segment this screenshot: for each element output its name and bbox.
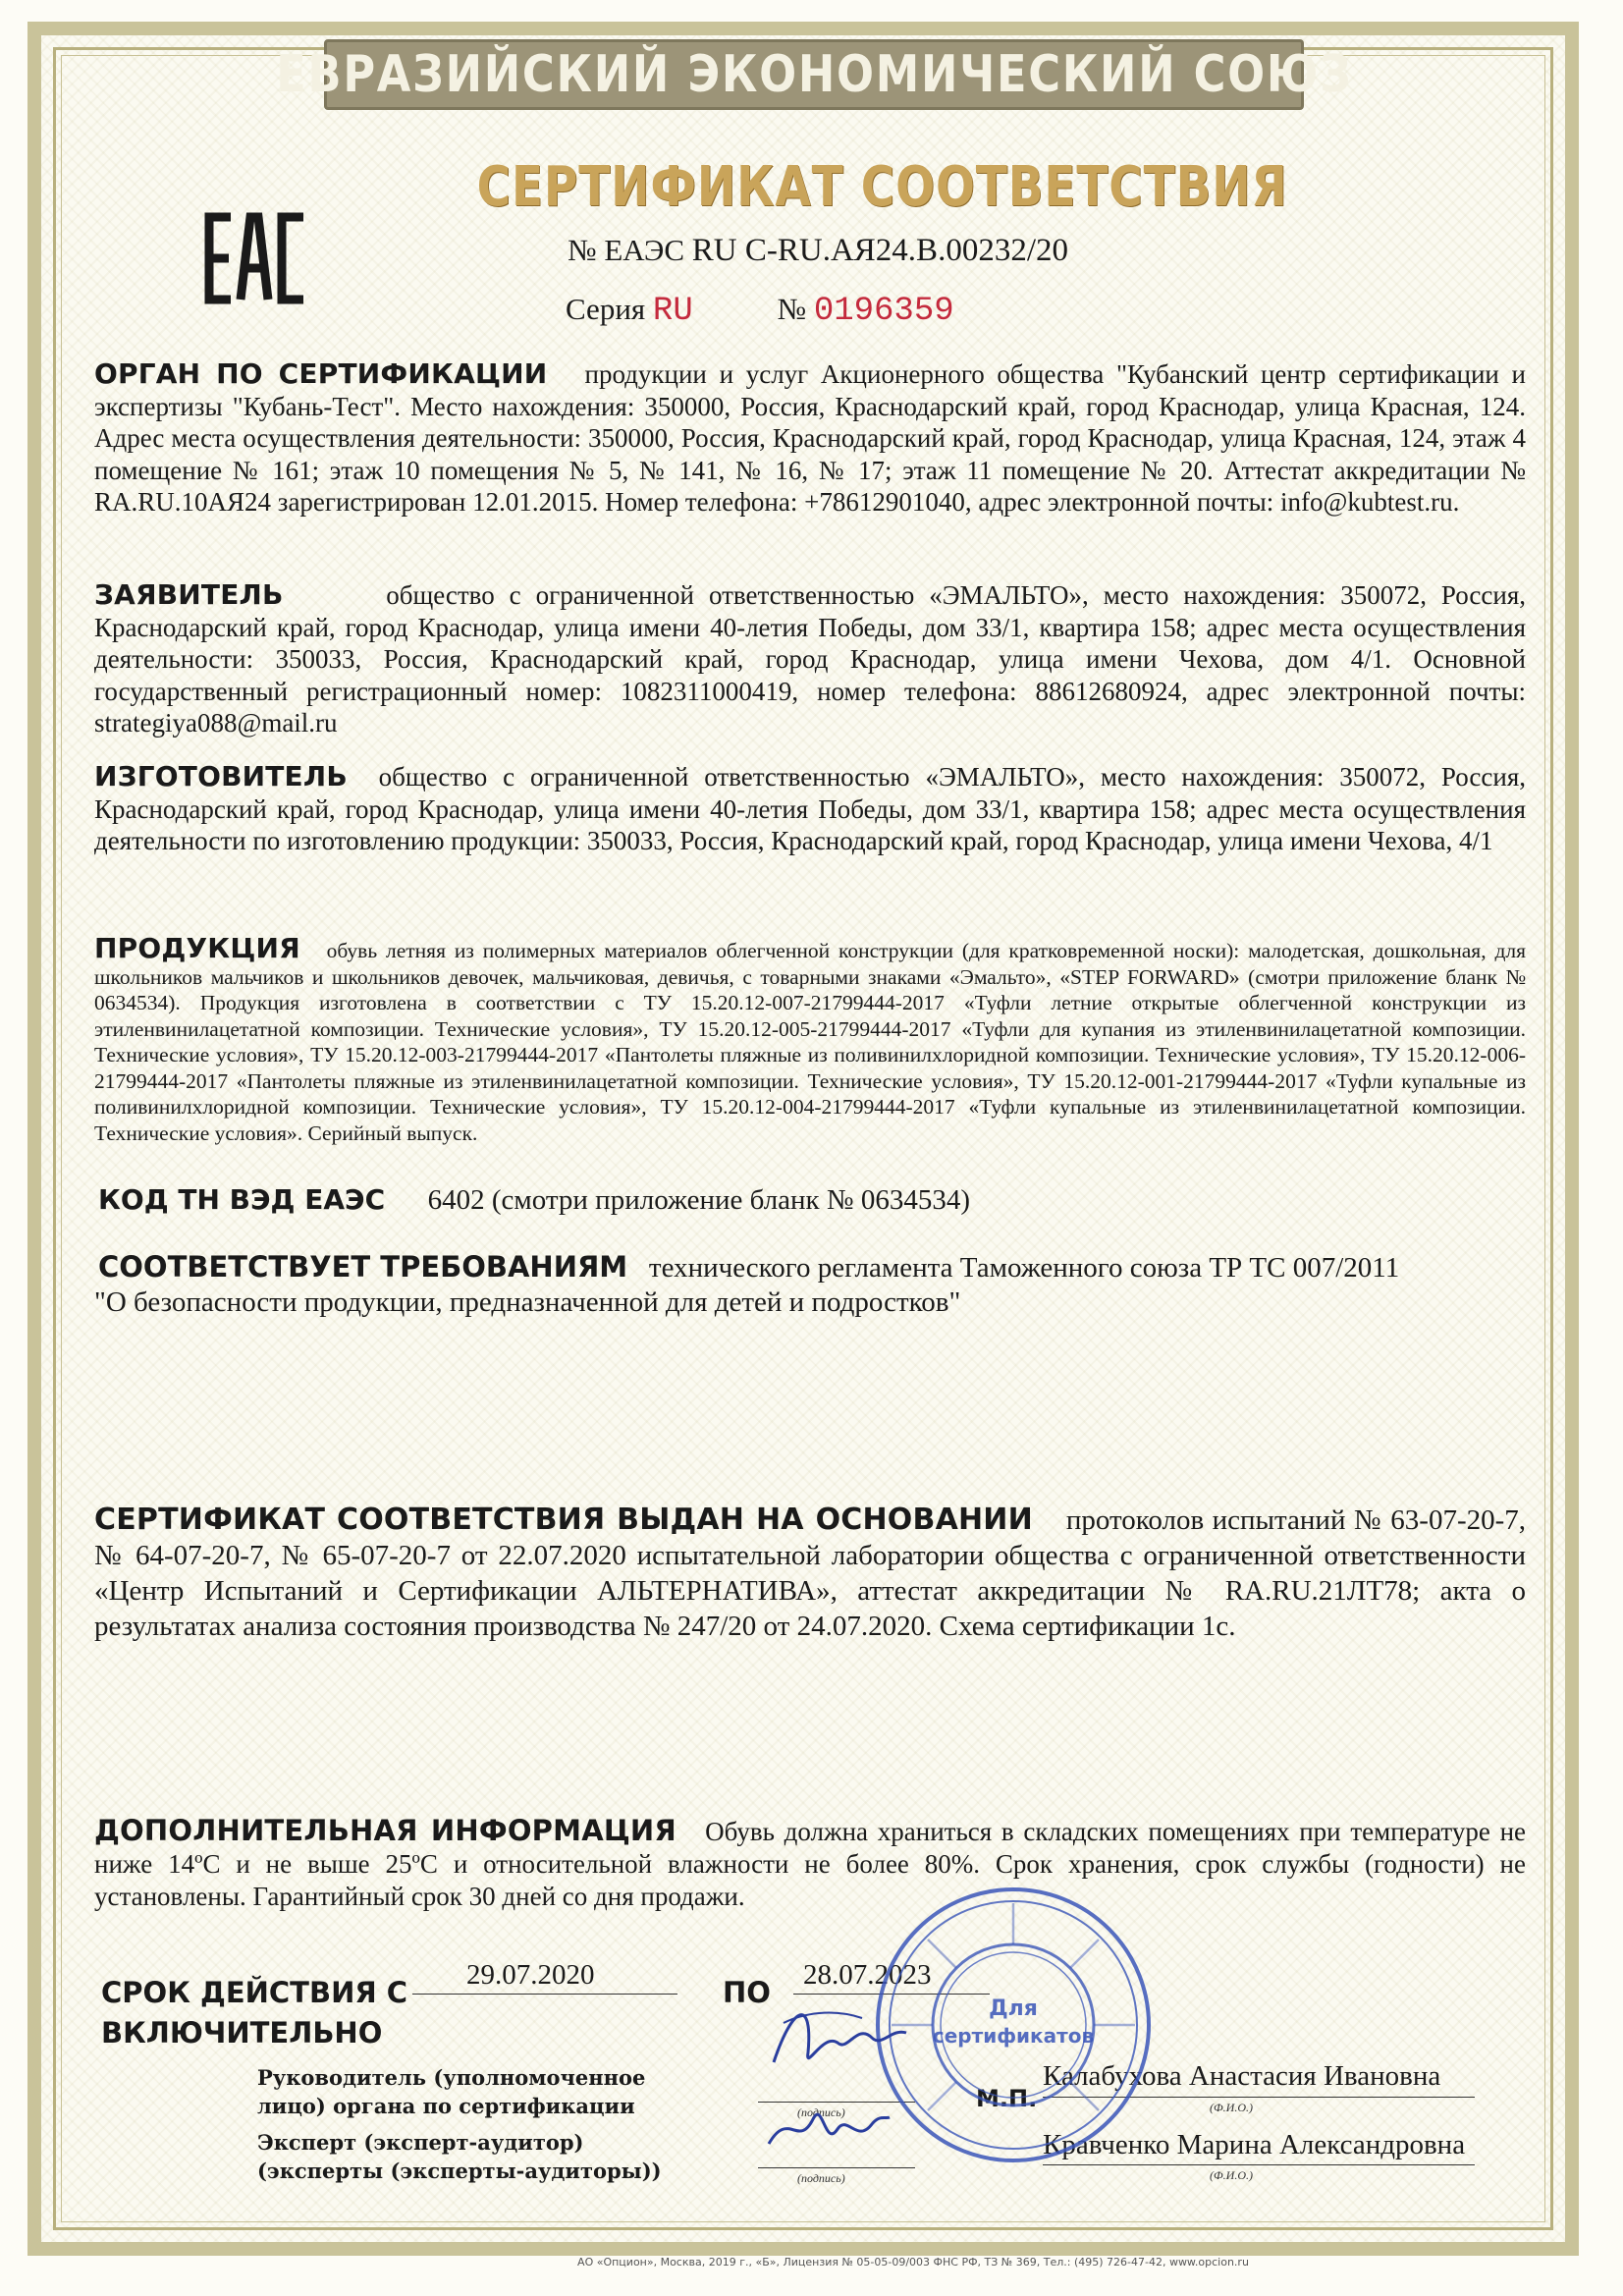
stamp-text-line1: Для (989, 1996, 1038, 2021)
section-product (94, 932, 1526, 1146)
validity-from-underline (412, 1994, 677, 1995)
expert-name: Кравченко Марина Александровна (1043, 2129, 1466, 2160)
head-name: Калабухова Анастасия Ивановна (1043, 2060, 1441, 2092)
certificate-title: СЕРТИФИКАТ СООТВЕТСТВИЯ (476, 155, 1288, 219)
section-basis (94, 1503, 1526, 1644)
section-heading: ДОПОЛНИТЕЛЬНАЯ ИНФОРМАЦИЯ (94, 1814, 676, 1847)
conforms-line2: "О безопасности продукции, предназначенной для детей и подростков" (94, 1286, 961, 1318)
expert-signature-drawing (764, 2090, 892, 2168)
eac-logo-icon (201, 211, 311, 305)
expert-fio-caption: (Ф.И.О.) (1210, 2168, 1253, 2182)
reg-prefix: № ЕАЭС (568, 233, 685, 267)
validity-to-value: 28.07.2023 (803, 1959, 932, 1991)
section-heading: ПРОДУКЦИЯ (94, 932, 300, 964)
seal-place-label: М.П. (976, 2085, 1038, 2112)
section-text-rest: экспертизы "Кубань-Тест". Место нахождения: 350000, Россия, Краснодарский край, город Краснодар, улица Красная, 124. Адрес места осуществления деятельности: 350000, Россия, Краснодарский край, город Краснодар, улица Красная, 124, этаж 4 помещение № 161; этаж 10 помещения № 5, № 141, № 16, № 17; этаж 11 помещение № 20. Аттестат аккредитации № RA.RU.10АЯ24 зарегистрирован 12.01.2015. Номер телефона: +78612901040, адрес электронной почты: info@kubtest.ru. (94, 391, 1526, 517)
section-text: продукции и услуг Акционерного общества "Кубанский центр сертификации и (584, 359, 1526, 389)
validity-from-label: СРОК ДЕЙСТВИЯ С (101, 1976, 408, 2009)
section-heading: ИЗГОТОВИТЕЛЬ (94, 760, 348, 793)
section-applicant (94, 579, 1526, 739)
section-text: обувь летняя из полимерных материалов облегченной конструкции (для кратковременной носки): малодетская, дошкольная, для школьников мальчиков и школьников девочек, мальчиковая, девичья, с товарными знаками «Эмальто», «STEP FORWARD» (смотри приложение бланк № 0634534). Продукция изготовлена в соответствии с ТУ 15.20.12-007-21799444-2017 «Туфли летние открытые облегченной конструкции из этиленвинилацетатной композиции. Технические условия», ТУ 15.20.12-005-21799444-2017 «Туфли для купания из этиленвинилацетатной композиции. Технические условия», ТУ 15.20.12-003-21799444-2017 «Пантолеты пляжные из поливинилхлоридной композиции. Технические условия», ТУ 15.20.12-006-21799444-2017 «Пантолеты пляжные из этиленвинилацетатной композиции. Технические условия», ТУ 15.20.12-001-21799444-2017 «Туфли купальные из поливинилхлоридной композиции. Технические условия», ТУ 15.20.12-004-21799444-2017 «Туфли купальные из этиленвинилацетатной композиции. Технические условия». Серийный выпуск. (94, 939, 1526, 1145)
section-text: общество с ограниченной ответственностью «ЭМАЛЬТО», место нахождения: 350072, Россия, Краснодарский край, город Краснодар, улица имени 40-летия Победы, дом 33/1, квартира 158; адрес места осуществления деятельности: 350033, Россия, Краснодарский край, город Краснодар, улица имени Чехова, дом 4/1. Основной государственный регистрационный номер: 1082311000419, номер телефона: 88612680924, адрес электронной почты: strategiya088@mail.ru (94, 580, 1526, 738)
section-text-rest: № 64-07-20-7, № 65-07-20-7 от 22.07.2020 испытательной лаборатории общества с ограниченной ответственности «Центр Испытаний и Сертификации АЛЬТЕРНАТИВА», аттестат аккредитации № RA.RU.21ЛТ78; акта о результатах анализа состояния производства № 247/20 от 24.07.2020. Схема сертификации 1с. (94, 1540, 1526, 1642)
section-text: общество с ограниченной ответственностью «ЭМАЛЬТО», место нахождения: 350072, Россия, Краснодарский край, город Краснодар, улица имени 40-летия Победы, дом 33/1, квартира 158; адрес места осуществления деятельности по изготовлению продукции: 350033, Россия, Краснодарский край, город Краснодар, улица имени Чехова, 4/1 (94, 762, 1526, 855)
stamp-text-line2: сертификатов (932, 2024, 1095, 2048)
section-text: 6402 (смотри приложение бланк № 0634534) (427, 1184, 970, 1216)
validity-from-value: 29.07.2020 (466, 1959, 595, 1991)
section-text: протоколов испытаний № 63-07-20-7, (1065, 1504, 1527, 1536)
section-heading: ЗАЯВИТЕЛЬ (94, 578, 284, 611)
section-text: Обувь должна храниться в складских помещениях при температуре не ниже 14ºС и не выше 25ºС и относительной влажности не более 80%. Срок хранения, срок службы (годности) не установлены. Гарантийный срок 30 дней со дня продажи. (94, 1817, 1526, 1911)
section-heading: СЕРТИФИКАТ СООТВЕТСТВИЯ ВЫДАН НА ОСНОВАНИИ (94, 1503, 1033, 1537)
head-signature-drawing (764, 1994, 911, 2082)
union-banner (275, 39, 1353, 110)
reg-number: RU C-RU.АЯ24.В.00232/20 (691, 233, 1068, 268)
series-value: RU (652, 293, 693, 330)
validity-to-label: ПО (723, 1976, 771, 2009)
number-value: 0196359 (813, 293, 954, 330)
section-manufacturer (94, 761, 1526, 857)
printer-footer: АО «Опцион», Москва, 2019 г., «Б», Лицензия № 05-05-09/003 ФНС РФ, ТЗ № 369, Тел.: (495) 726-47-42, www.opcion.ru (577, 2256, 1249, 2269)
section-heading: СООТВЕТСТВУЕТ ТРЕБОВАНИЯМ (98, 1250, 628, 1284)
head-sign-caption: (подпись) (797, 2105, 845, 2119)
section-hs-code (98, 1183, 970, 1217)
head-fio-caption: (Ф.И.О.) (1210, 2101, 1253, 2114)
expert-role-label-2: (эксперты (эксперты-аудиторы)) (257, 2159, 662, 2183)
section-conforms (98, 1250, 1399, 1285)
head-role-label-1: Руководитель (уполномоченное (257, 2065, 646, 2090)
section-certification-body (94, 358, 1526, 519)
section-additional-info (94, 1815, 1526, 1913)
number-label: № (777, 292, 807, 326)
expert-role-label-1: Эксперт (эксперт-аудитор) (257, 2130, 584, 2155)
series-line (566, 292, 954, 330)
section-text: технического регламента Таможенного союза ТР ТС 007/2011 (648, 1252, 1400, 1284)
section-heading: ОРГАН ПО СЕРТИФИКАЦИИ (94, 357, 548, 390)
union-title: ЕВРАЗИЙСКИЙ ЭКОНОМИЧЕСКИЙ СОЮЗ (275, 45, 1353, 104)
validity-inclusive-label: ВКЛЮЧИТЕЛЬНО (101, 2016, 383, 2050)
head-role-label-2: лицо) органа по сертификации (257, 2094, 635, 2118)
section-heading: КОД ТН ВЭД ЕАЭС (98, 1183, 386, 1216)
series-label: Серия (566, 292, 646, 326)
registration-number-line (568, 233, 1068, 269)
expert-sign-caption: (подпись) (797, 2171, 845, 2185)
